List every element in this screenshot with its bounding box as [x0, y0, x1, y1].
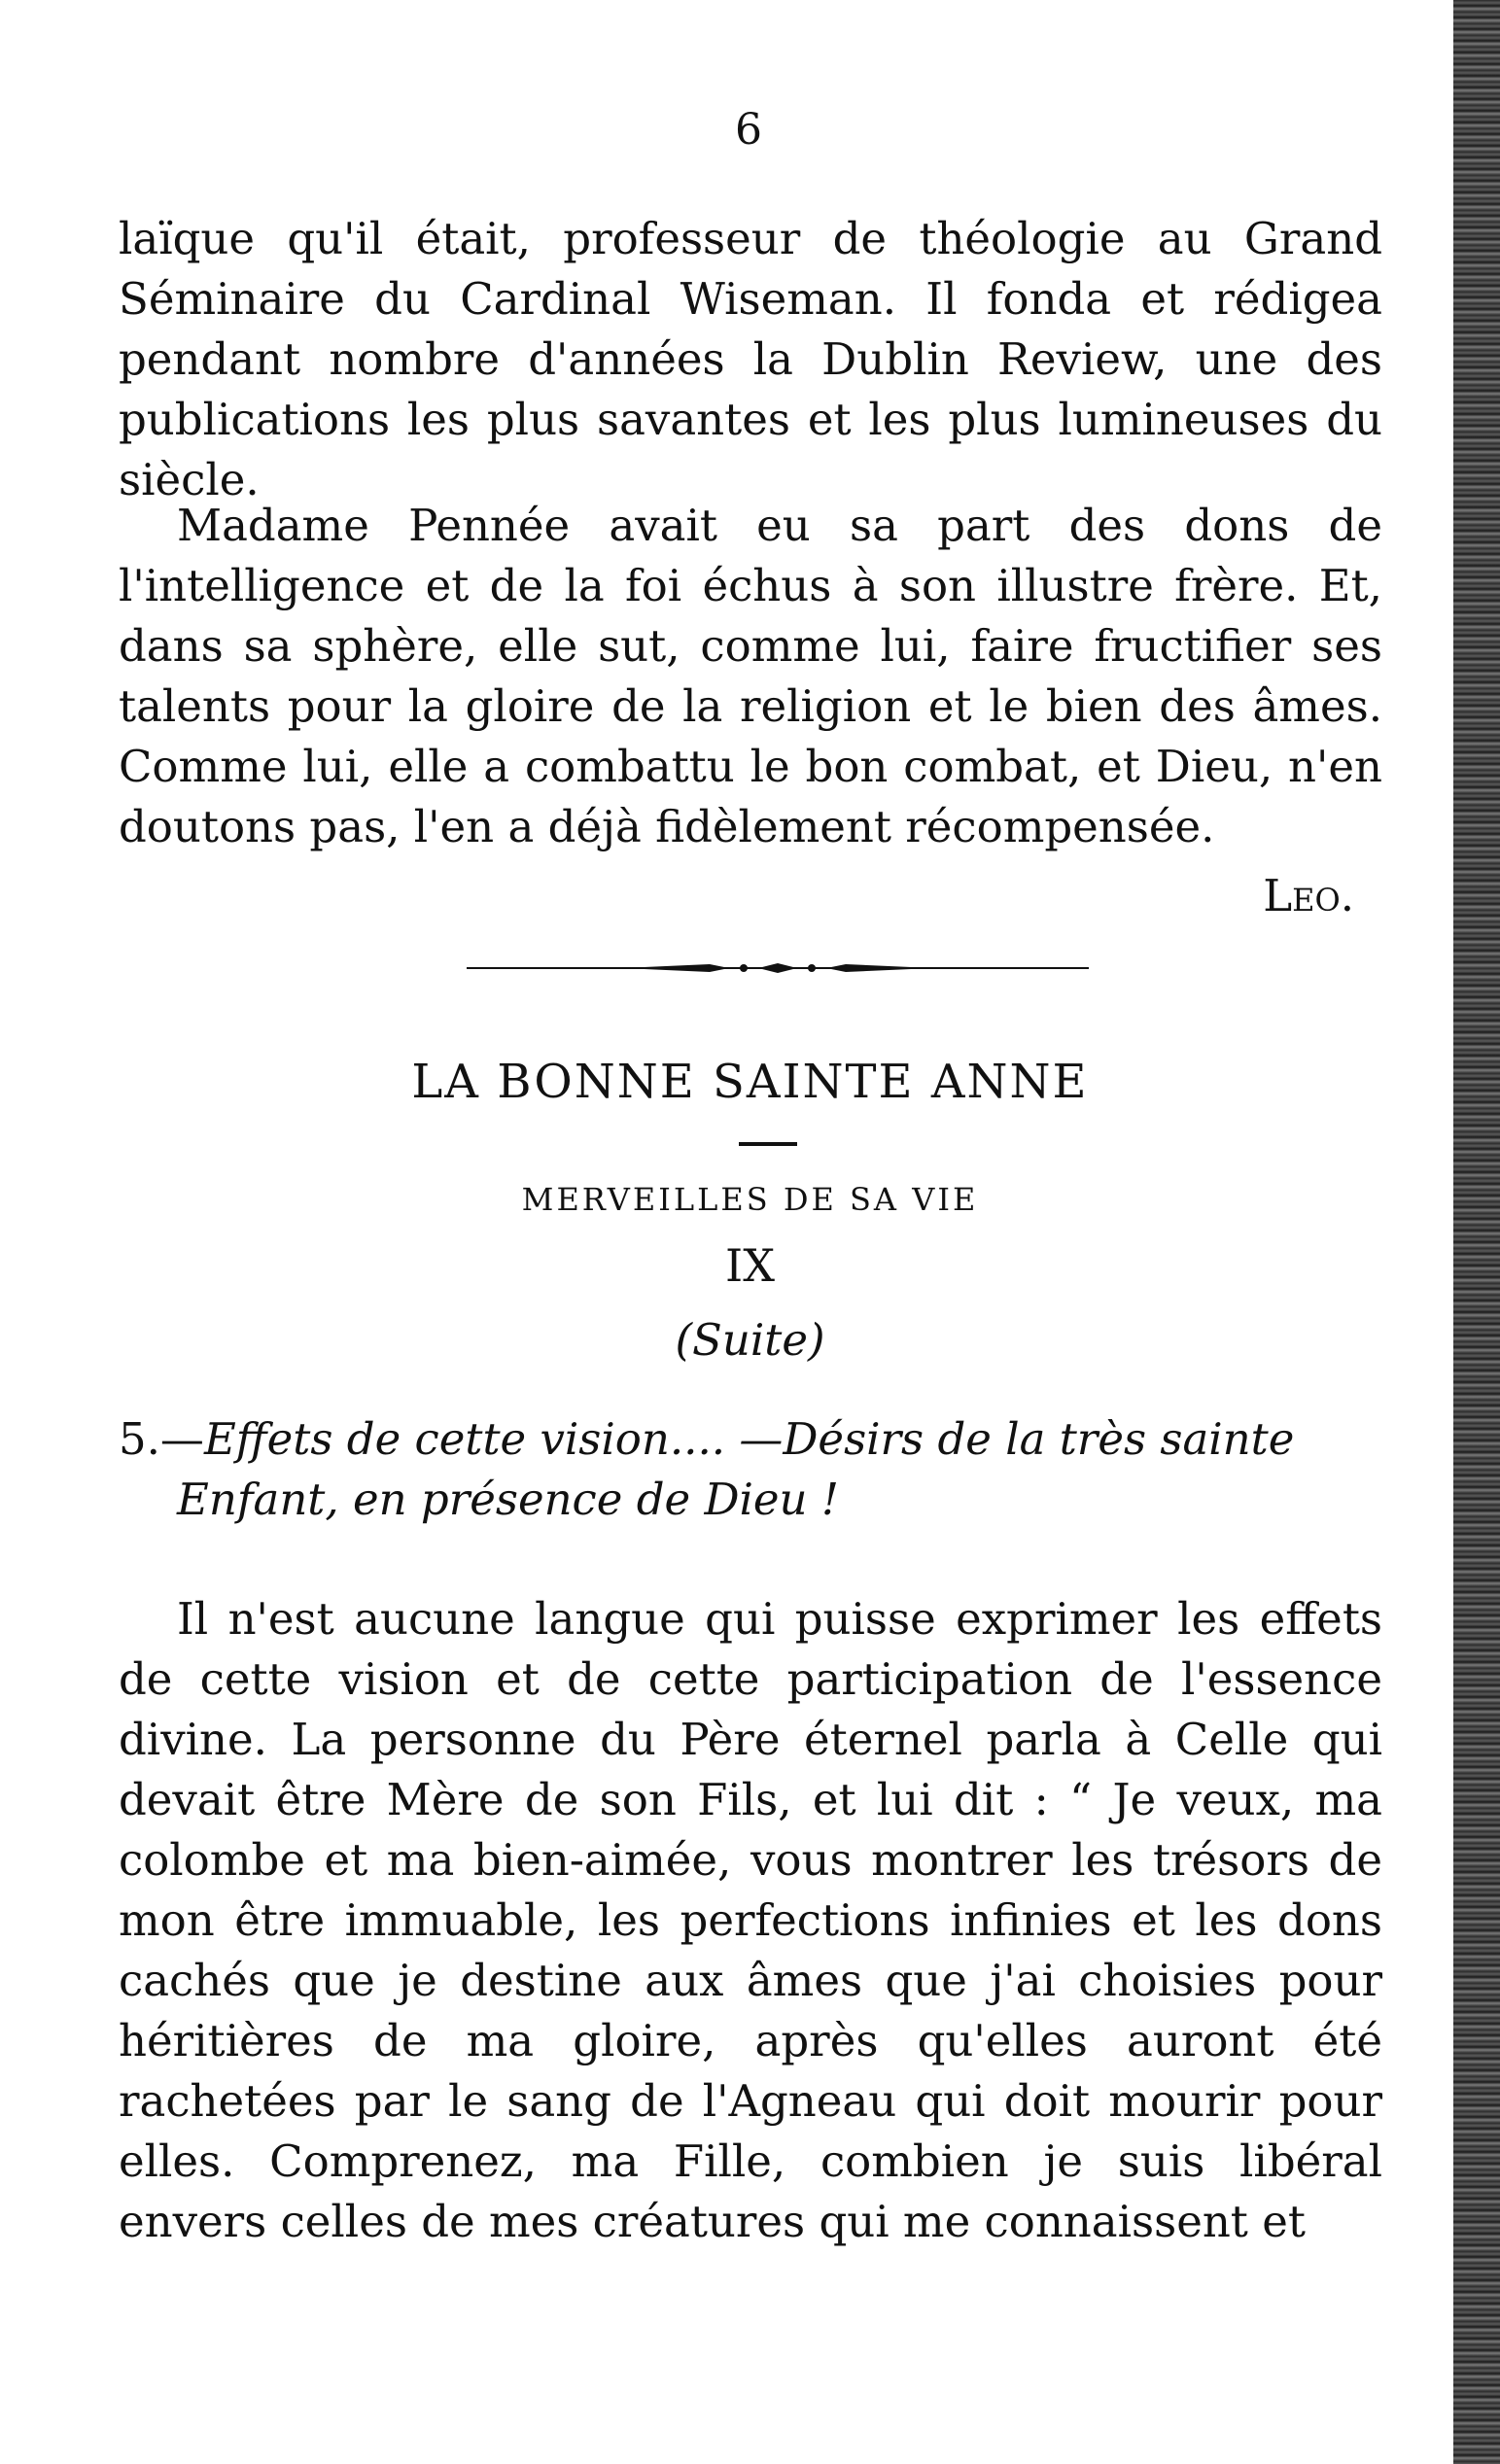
- paragraph-madame-pennee: Madame Pennée avait eu sa part des dons de l'intelligence et de la foi échus à son illustre frère. Et, dans sa sphère, elle sut, comme lui, faire fructifier ses talents pour la gloire de la religion et le bien des âmes. Comme lui, elle a combattu le bon combat, et Dieu, n'en doutons pas, l'en a déjà fidèlement récompensée.: [119, 500, 1382, 852]
- heading-number: 5.—: [119, 1413, 204, 1465]
- title-rule: [739, 1142, 797, 1146]
- subsection-heading: [119, 1409, 1382, 1530]
- suite-label: (Suite): [675, 1314, 825, 1366]
- section-title: LA BONNE SAINTE ANNE: [411, 1055, 1089, 1109]
- scan-edge-strip: [1453, 0, 1500, 2464]
- paragraph-vision: Il n'est aucune langue qui puisse exprimer les effets de cette vision et de cette participation de l'essence divine. La personne du Père éternel parla à Celle qui devait être Mère de son Fils, et lui dit : “ Je veux, ma colombe et ma bien-aimée, vous montrer les trésors de mon être immuable, les perfections infinies et les dons cachés que je destine aux âmes que j'ai choisies pour héritières de ma gloire, après qu'elles auront été rachetées par le sang de l'Agneau qui doit mourir pour elles. Comprenez, ma Fille, combien je suis libéral envers celles de mes créatures qui me connaissent et: [119, 1593, 1382, 2247]
- ornamental-divider: [467, 962, 1089, 974]
- page-number: 6: [735, 105, 762, 155]
- heading-line-2: Enfant, en présence de Dieu !: [177, 1474, 839, 1525]
- section-subtitle: MERVEILLES DE SA VIE: [521, 1181, 979, 1218]
- chapter-number: IX: [725, 1239, 775, 1292]
- paragraph-continued: laïque qu'il était, professeur de théologie au Grand Séminaire du Cardinal Wiseman. Il fonda et rédigea pendant nombre d'années la Dublin Review, une des publications les plus savantes et les plus lumineuses du siècle.: [119, 213, 1382, 505]
- author-signature: Leo.: [1263, 870, 1354, 921]
- heading-line-1: Effets de cette vision.... —Désirs de la très sainte: [203, 1413, 1295, 1465]
